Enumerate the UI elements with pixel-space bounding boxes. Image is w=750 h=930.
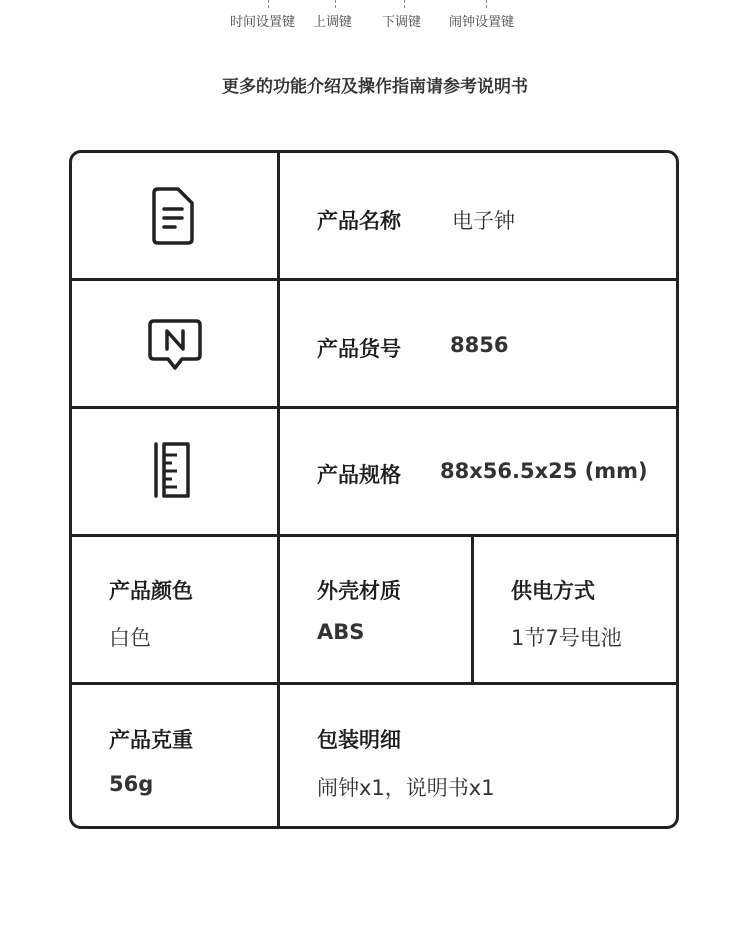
shell-material-label: 外壳材质 — [317, 579, 401, 603]
button-legend — [0, 0, 750, 40]
row-divider — [72, 534, 676, 537]
shell-material-value: ABS — [317, 620, 365, 644]
spec-table — [69, 150, 679, 829]
product-color-value: 白色 — [109, 626, 151, 650]
row-divider — [72, 278, 676, 281]
down-key-label: 下调键 — [382, 15, 422, 30]
product-size-label: 产品规格 — [317, 463, 401, 487]
column-divider — [471, 537, 474, 682]
product-name-label: 产品名称 — [317, 209, 401, 233]
column-divider — [277, 153, 280, 829]
manual-note: 更多的功能介绍及操作指南请参考说明书 — [222, 77, 528, 97]
package-contents-value: 闹钟x1，说明书x1 — [317, 776, 495, 800]
row-divider — [72, 406, 676, 409]
product-model-label: 产品货号 — [317, 337, 401, 361]
package-contents-label: 包装明细 — [317, 728, 401, 752]
time-set-key-label: 时间设置键 — [230, 15, 296, 30]
product-size-value: 88x56.5x25 (mm) — [440, 459, 648, 483]
product-model-value: 8856 — [450, 333, 509, 357]
alarm-set-key-label: 闹钟设置键 — [449, 15, 515, 30]
power-supply-label: 供电方式 — [511, 579, 595, 603]
leader-line — [335, 0, 336, 8]
leader-line — [404, 0, 405, 8]
product-name-value: 电子钟 — [452, 209, 515, 233]
product-weight-value: 56g — [109, 772, 154, 796]
document-icon — [151, 186, 195, 246]
ruler-icon — [153, 441, 191, 499]
row-divider — [72, 682, 676, 685]
leader-line — [486, 0, 487, 8]
product-weight-label: 产品克重 — [109, 728, 193, 752]
product-color-label: 产品颜色 — [109, 579, 193, 603]
power-supply-value: 1节7号电池 — [511, 626, 622, 650]
n-badge-icon — [146, 317, 204, 375]
leader-line — [268, 0, 269, 8]
up-key-label: 上调键 — [313, 15, 353, 30]
